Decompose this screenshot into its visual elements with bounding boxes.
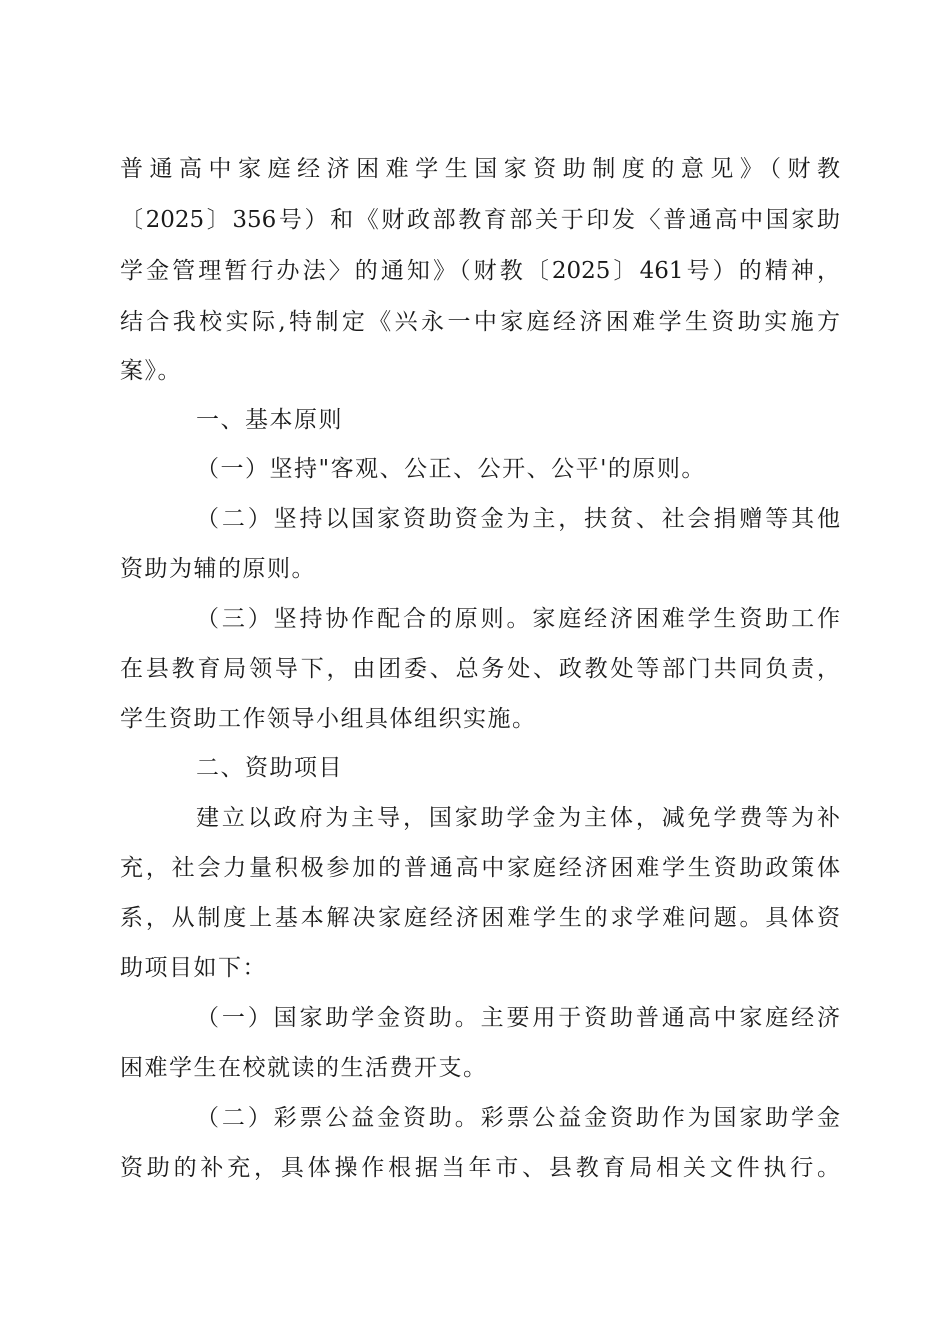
text-line: 〔2025〕356号）和《财政部教育部关于印发〈普通高中国家助: [120, 207, 840, 233]
text-line: 在县教育局领导下，由团委、总务处、政教处等部门共同负责，: [120, 656, 840, 682]
text-line: 结合我校实际,特制定《兴永一中家庭经济困难学生资助实施方: [120, 309, 840, 335]
text-line: 建立以政府为主导，国家助学金为主体，减免学费等为补: [196, 805, 840, 831]
text-line: 案》。: [120, 358, 182, 384]
text-line: （二）彩票公益金资助。彩票公益金资助作为国家助学金: [196, 1105, 840, 1131]
section-heading: 二、资助项目: [196, 755, 343, 781]
text-line: 困难学生在校就读的生活费开支。: [120, 1055, 488, 1081]
text-line: （三）坚持协作配合的原则。家庭经济困难学生资助工作: [196, 606, 840, 632]
text-line: 系，从制度上基本解决家庭经济困难学生的求学难问题。具体资: [120, 905, 840, 931]
text-line: 助项目如下：: [120, 955, 267, 981]
text-line: （一）坚持"客观、公正、公开、公平'的原则。: [196, 456, 706, 482]
text-line: （一）国家助学金资助。主要用于资助普通高中家庭经济: [196, 1005, 840, 1031]
section-heading: 一、基本原则: [196, 407, 343, 433]
text-line: 学金管理暂行办法〉的通知》（财教〔2025〕461号）的精神，: [120, 258, 840, 284]
text-line: （二）坚持以国家资助资金为主，扶贫、社会捐赠等其他: [196, 506, 840, 532]
text-line: 资助为辅的原则。: [120, 556, 316, 582]
text-line: 普通高中家庭经济困难学生国家资助制度的意见》（财教: [120, 156, 840, 182]
text-line: 学生资助工作领导小组具体组织实施。: [120, 706, 537, 732]
text-line: 充，社会力量积极参加的普通高中家庭经济困难学生资助政策体: [120, 855, 840, 881]
text-line: 资助的补充，具体操作根据当年市、县教育局相关文件执行。: [120, 1155, 840, 1181]
